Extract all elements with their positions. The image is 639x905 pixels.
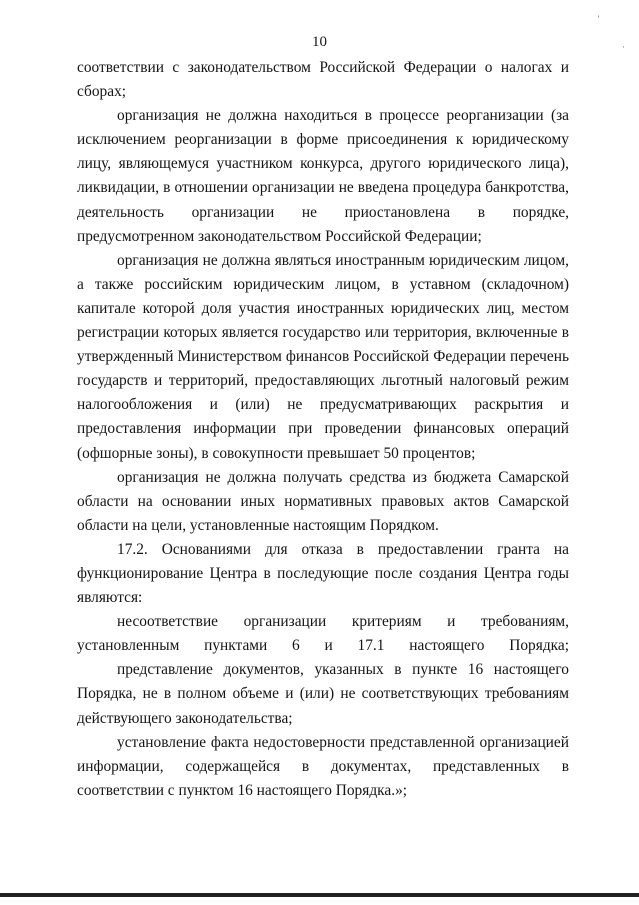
page-number: 10 (312, 34, 327, 50)
paragraph-false-information: установление факта недостоверности представленной организацией информации, содержащейся в документах, представленных в соответствии с пунктом 16 настоящего Порядка.»; (77, 733, 569, 799)
paragraph-refusal-grounds: 17.2. Основаниями для отказа в предоставлении гранта на функционирование Центра в последующие после создания Центра годы являются: (77, 540, 569, 607)
paragraph-incomplete-documents: представление документов, указанных в пункте 16 настоящего Порядка, не в полном объеме и (или) не соответствующих требованиям действующего законодательства; (77, 661, 569, 727)
paragraph-no-foreign-entity: организация не должна являться иностранным юридическим лицом, а также российским юридическим лицом, в уставном (складочном) капитале которой доля участия иностранных юридических лиц, местом регистрации которых является государство или территория, включенные в утвержденный Министерством финансов Российской Федерации перечень государств и территорий, предоставляющих льготный налоговый режим налогообложения и (или) не предусматривающих раскрытия и предоставления информации при проведении финансовых операций (офшорные зоны), в совокупности превышает 50 процентов; (77, 251, 569, 462)
document-body (77, 56, 569, 803)
scan-speck: ’ (597, 14, 600, 24)
scan-speck: · (622, 42, 625, 52)
paragraph-nonconformity: несоответствие организации критериям и требованиям, установленным пунктами 6 и 17.1 настоящего Порядка; (77, 613, 569, 655)
paragraph-no-other-budget-funds: организация не должна получать средства из бюджета Самарской области на основании иных нормативных правовых актов Самарской области на цели, установленные настоящим Порядком. (77, 468, 569, 534)
scan-bottom-edge (0, 893, 639, 897)
paragraph-taxes-continuation: соответствии с законодательством Российской Федерации о налогах и сборах; (77, 59, 569, 101)
paragraph-no-reorganization: организация не должна находиться в процессе реорганизации (за исключением реорганизации в форме присоединения к юридическому лицу, являющемуся участником конкурса, другого юридического лица), ликвидации, в отношении организации не введена процедура банкротства, деятельность организации не приостановлена в порядке, предусмотренном законодательством Российской Федерации; (77, 107, 569, 245)
